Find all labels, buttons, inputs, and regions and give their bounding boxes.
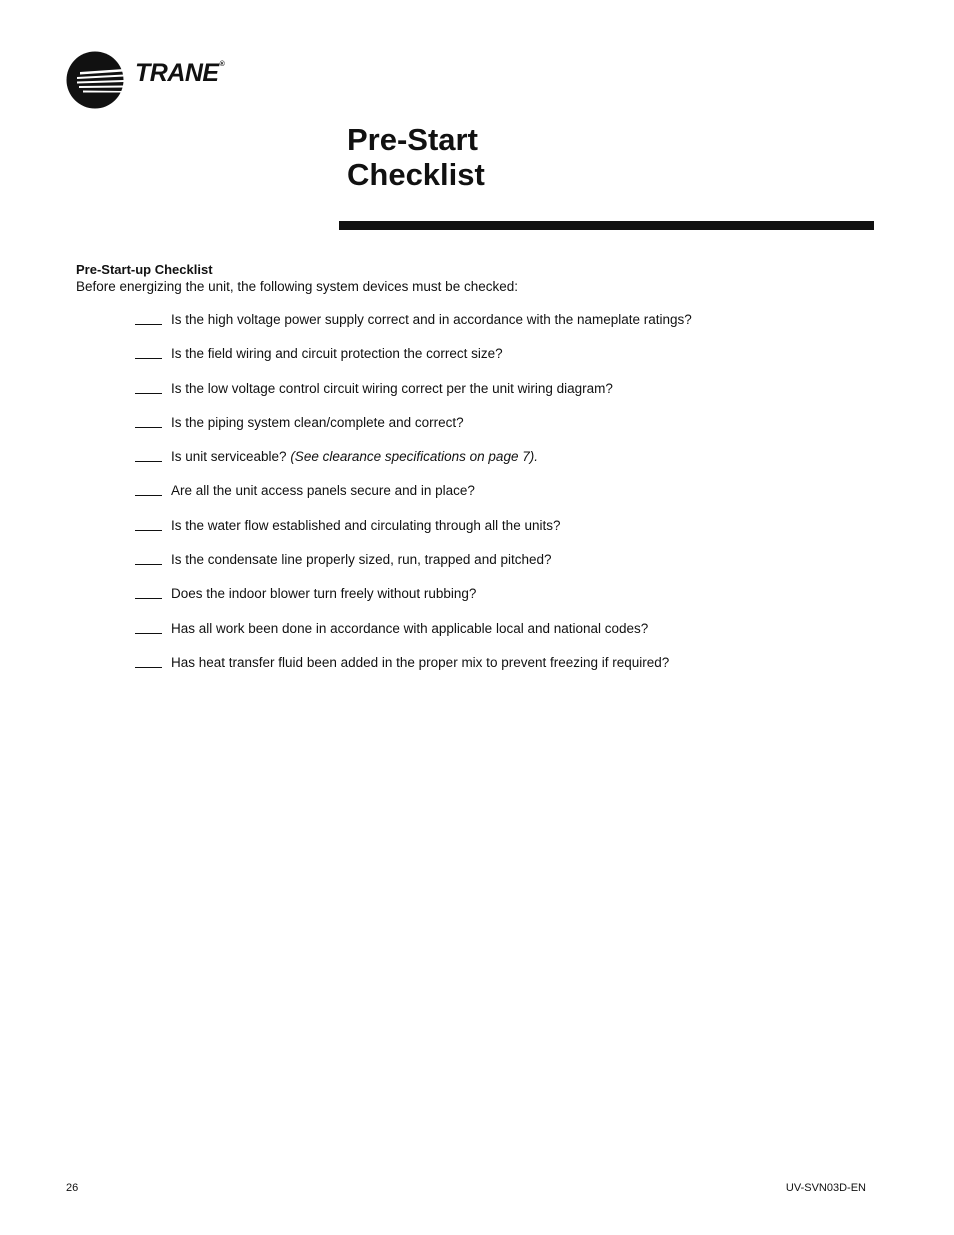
title-rule — [339, 221, 874, 230]
check-blank[interactable] — [135, 448, 162, 462]
page-title-line-1: Pre-Start — [347, 122, 478, 157]
checklist-item-text: Is the low voltage control circuit wiring correct per the unit wiring diagram? — [171, 380, 613, 396]
page-title-line-2: Checklist — [347, 157, 485, 192]
brand-wordmark: TRANE® — [135, 59, 225, 87]
checklist-item-text: Is the high voltage power supply correct and in accordance with the nameplate ratings? — [171, 312, 692, 327]
checklist-item — [135, 517, 895, 551]
checklist-item — [135, 448, 895, 482]
check-blank[interactable] — [135, 654, 162, 668]
section-intro: Before energizing the unit, the following system devices must be checked: — [76, 279, 518, 294]
checklist-item — [135, 380, 895, 414]
check-blank[interactable] — [135, 482, 162, 496]
checklist-item-text: Is the condensate line properly sized, run, trapped and pitched? — [171, 552, 552, 568]
check-blank[interactable] — [135, 620, 162, 634]
checklist-item — [135, 654, 895, 688]
trane-circle-logo-icon — [66, 51, 126, 111]
checklist-item — [135, 551, 895, 585]
checklist-item-text: Is the piping system clean/complete and correct? — [171, 414, 464, 430]
checklist — [135, 311, 895, 688]
check-blank[interactable] — [135, 380, 162, 394]
check-blank[interactable] — [135, 311, 162, 325]
checklist-item-text: Has all work been done in accordance with applicable local and national codes? — [171, 620, 649, 636]
checklist-item-text: Are all the unit access panels secure and in place? — [171, 483, 475, 499]
check-blank[interactable] — [135, 414, 162, 428]
page-number: 26 — [66, 1182, 79, 1194]
checklist-item-text: Is unit serviceable? (See clearance specifications on page 7). — [171, 449, 538, 465]
checklist-item — [135, 414, 895, 448]
checklist-item — [135, 482, 895, 516]
checklist-item-text: Does the indoor blower turn freely without rubbing? — [171, 586, 477, 602]
check-blank[interactable] — [135, 517, 162, 531]
checklist-item — [135, 311, 895, 345]
checklist-item — [135, 585, 895, 619]
checklist-item-text: Is the field wiring and circuit protection the correct size? — [171, 346, 503, 362]
check-blank[interactable] — [135, 585, 162, 599]
trane-logo — [66, 51, 256, 111]
checklist-item-text: Has heat transfer fluid been added in the proper mix to prevent freezing if required? — [171, 654, 670, 670]
checklist-section — [76, 261, 896, 295]
page-title — [347, 122, 485, 192]
check-blank[interactable] — [135, 551, 162, 565]
checklist-item-text: Is the water flow established and circulating through all the units? — [171, 517, 561, 533]
checklist-item — [135, 620, 895, 654]
checklist-item — [135, 345, 895, 379]
section-heading: Pre-Start-up Checklist — [76, 262, 213, 277]
document-code: UV-SVN03D-EN — [785, 1182, 866, 1194]
clearance-reference: (See clearance specifications on page 7). — [290, 449, 538, 465]
check-blank[interactable] — [135, 345, 162, 359]
